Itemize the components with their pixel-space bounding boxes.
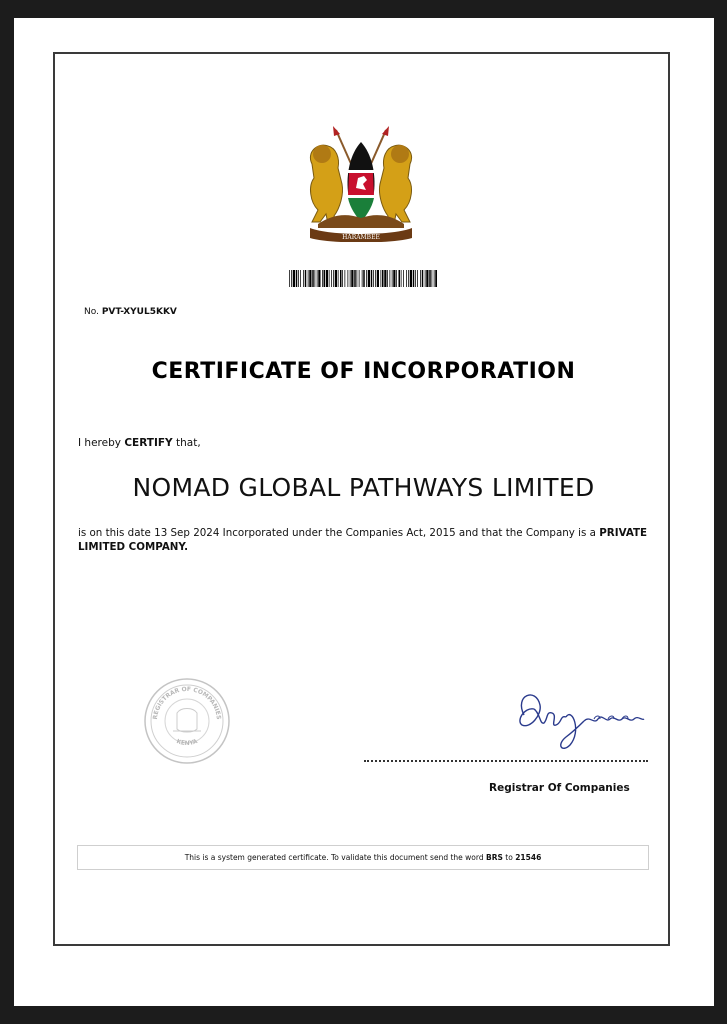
barcode-bar: [413, 270, 415, 287]
barcode-bar: [415, 270, 416, 287]
barcode-bar: [326, 270, 328, 287]
validation-note-middle: to: [502, 853, 516, 862]
barcode-bar: [298, 270, 299, 287]
barcode-bar: [362, 270, 363, 287]
barcode-bar: [410, 270, 412, 287]
barcode-bar: [317, 270, 318, 287]
barcode-bar: [429, 270, 431, 287]
barcode-bar: [312, 270, 314, 287]
barcode-bar: [393, 270, 395, 287]
page-title: CERTIFICATE OF INCORPORATION: [151, 359, 576, 384]
barcode-bar: [291, 270, 292, 287]
barcode-bar: [435, 270, 437, 287]
barcode-bar: [329, 270, 330, 287]
barcode-bar: [426, 270, 428, 287]
barcode-bar: [434, 270, 435, 287]
svg-text:REGISTRAR OF COMPANIES: [152, 686, 222, 720]
barcode-bar: [308, 270, 309, 287]
signature-line: [364, 760, 648, 762]
barcode-bar: [309, 270, 311, 287]
barcode-bar: [417, 270, 418, 287]
certificate-number: [84, 307, 177, 317]
barcode-bar: [371, 270, 373, 287]
validation-note-prefix: This is a system generated certificate. To validate this document send the word: [184, 853, 486, 862]
barcode-bar: [303, 270, 304, 287]
barcode: [289, 270, 437, 287]
incorporation-text: is on this date 13 Sep 2024 Incorporated under the Companies Act, 2015 and that the Company is a: [78, 527, 600, 539]
company-type: PRIVATE LIMITED COMPANY.: [78, 527, 648, 553]
barcode-bar: [377, 270, 379, 287]
motto-text: HARAMBEE: [342, 234, 380, 241]
barcode-bar: [373, 270, 374, 287]
barcode-bar: [338, 270, 339, 287]
barcode-bar: [348, 270, 349, 287]
barcode-bar: [384, 270, 386, 287]
validation-number: 21546: [515, 853, 542, 862]
registrar-seal-icon: [143, 677, 231, 765]
barcode-bar: [357, 270, 358, 287]
barcode-bar: [324, 270, 326, 287]
incorporation-statement: [78, 526, 658, 554]
barcode-bar: [340, 270, 342, 287]
barcode-bar: [351, 270, 353, 287]
barcode-bar: [382, 270, 384, 287]
barcode-bar: [322, 270, 323, 287]
barcode-bar: [387, 270, 388, 287]
barcode-bar: [296, 270, 298, 287]
barcode-bar: [318, 270, 320, 287]
barcode-bar: [359, 270, 360, 287]
barcode-bar: [406, 270, 407, 287]
validation-note: [77, 845, 649, 870]
validation-keyword: BRS: [486, 853, 503, 862]
barcode-bar: [396, 270, 397, 287]
registrar-title: Registrar Of Companies: [489, 782, 630, 794]
certify-line: [78, 437, 201, 449]
barcode-bar: [333, 270, 334, 287]
barcode-bar: [293, 270, 295, 287]
certificate-number-value: PVT-XYUL5KKV: [101, 307, 177, 317]
barcode-bar: [392, 270, 393, 287]
barcode-bar: [366, 270, 367, 287]
seal-top-text: REGISTRAR OF COMPANIES: [151, 685, 223, 720]
barcode-bar: [342, 270, 343, 287]
barcode-bar: [420, 270, 421, 287]
barcode-bar: [363, 270, 365, 287]
certificate-number-label: No.: [84, 307, 99, 317]
barcode-bar: [289, 270, 290, 287]
barcode-bar: [375, 270, 376, 287]
company-name: NOMAD GLOBAL PATHWAYS LIMITED: [132, 473, 595, 502]
barcode-bar: [425, 270, 426, 287]
registrar-signature: [510, 685, 650, 757]
barcode-bar: [315, 270, 316, 287]
barcode-bar: [408, 270, 409, 287]
barcode-bar: [403, 270, 404, 287]
barcode-bar: [381, 270, 382, 287]
barcode-bar: [331, 270, 332, 287]
svg-text:KENYA: [176, 738, 199, 747]
coat-of-arms-icon: [300, 124, 422, 242]
barcode-bar: [422, 270, 424, 287]
barcode-bar: [350, 270, 351, 287]
barcode-bar: [399, 270, 401, 287]
certify-word: CERTIFY: [124, 437, 173, 449]
barcode-bar: [390, 270, 391, 287]
barcode-bar: [401, 270, 402, 287]
barcode-bar: [345, 270, 346, 287]
barcode-bar: [335, 270, 337, 287]
barcode-bar: [354, 270, 356, 287]
seal-bottom-text: KENYA: [175, 738, 199, 748]
certify-prefix: I hereby: [78, 437, 125, 449]
barcode-bar: [432, 270, 433, 287]
certify-suffix: that,: [172, 437, 201, 449]
barcode-bar: [300, 270, 301, 287]
barcode-bar: [305, 270, 307, 287]
barcode-bar: [368, 270, 370, 287]
